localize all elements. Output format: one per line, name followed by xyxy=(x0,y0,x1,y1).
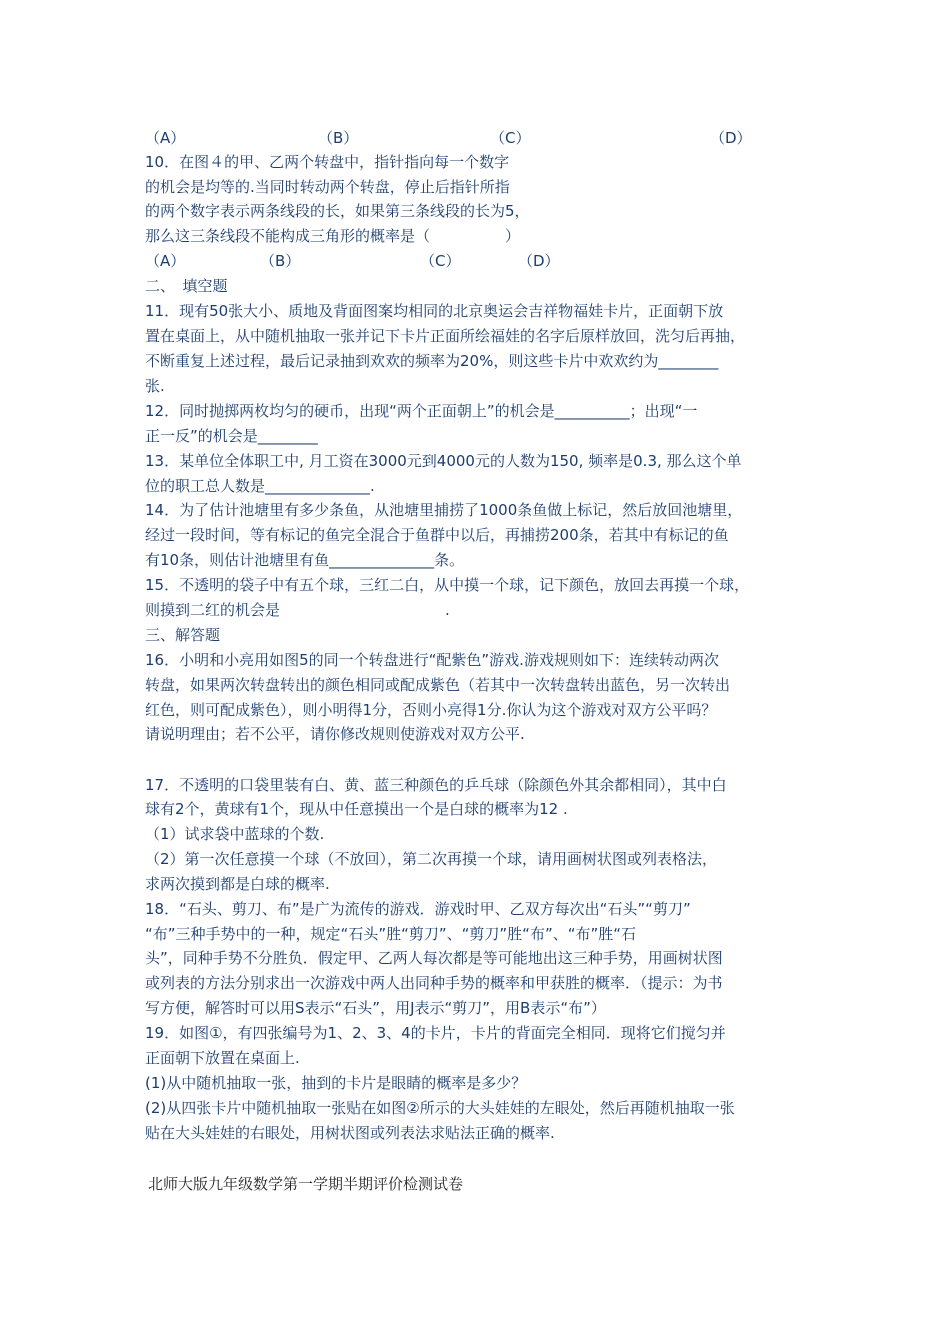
q16-line-2: 转盘，如果两次转盘转出的颜色相同或配成紫色（若其中一次转盘转出蓝色，另一次转出 xyxy=(145,676,731,694)
q15-line-2: 则摸到二红的机会是 . xyxy=(145,601,450,619)
q16-line-4: 请说明理由；若不公平，请你修改规则使游戏对双方公平. xyxy=(145,725,525,743)
q11-line-2: 置在桌面上，从中随机抽取一张并记下卡片正面所绘福娃的名字后原样放回，洗匀后再抽， xyxy=(145,327,746,345)
section-title-fill-in: 二、 填空题 xyxy=(145,277,228,295)
q16-line-1: 16．小明和小亮用如图5的同一个转盘进行“配紫色”游戏.游戏规则如下：连续转动两次 xyxy=(145,651,719,669)
q12-line-1: 12．同时抛掷两枚均匀的硬币，出现“两个正面朝上”的机会是__________；出现“一 xyxy=(145,402,698,420)
q15-line-1: 15．不透明的袋子中有五个球，三红二白，从中摸一个球，记下颜色，放回去再摸一个球， xyxy=(145,576,750,594)
q18-line-2: “布”三种手势中的一种，规定“石头”胜“剪刀”、“剪刀”胜“布”、“布”胜“石 xyxy=(145,925,637,943)
q17-line-2: 球有2个，黄球有1个，现从中任意摸出一个是白球的概率为12 . xyxy=(145,800,568,818)
option-c: （C） xyxy=(490,129,531,147)
q19-line-4: (2)从四张卡片中随机抽取一张贴在如图②所示的大头娃娃的左眼处，然后再随机抽取一张 xyxy=(145,1099,735,1117)
q17-line-3: （1）试求袋中蓝球的个数. xyxy=(145,825,325,843)
option-c: （C） xyxy=(420,252,461,270)
q18-line-5: 写方便，解答时可以用S表示“石头”，用J表示“剪刀”，用B表示“布”） xyxy=(145,999,606,1017)
q14-line-2: 经过一段时间，等有标记的鱼完全混合于鱼群中以后，再捕捞200条，若其中有标记的鱼 xyxy=(145,526,729,544)
q10-line-4: 那么这三条线段不能构成三角形的概率是（ ） xyxy=(145,227,521,245)
q10-line-3: 的两个数字表示两条线段的长，如果第三条线段的长为5， xyxy=(145,202,530,220)
q10-line-1: 10．在图４的甲、乙两个转盘中，指针指向每一个数字 xyxy=(145,153,510,171)
exam-title: 北师大版九年级数学第一学期半期评价检测试卷 xyxy=(148,1175,464,1193)
q17-line-1: 17．不透明的口袋里装有白、黄、蓝三种颜色的乒乓球（除颜色外其余都相同），其中白 xyxy=(145,776,727,794)
option-d: （D） xyxy=(710,129,752,147)
q19-line-3: (1)从中随机抽取一张，抽到的卡片是眼睛的概率是多少？ xyxy=(145,1074,527,1092)
q13-line-2: 位的职工总人数是______________. xyxy=(145,477,375,495)
q11-line-4: 张. xyxy=(145,377,165,395)
q17-line-4: （2）第一次任意摸一个球（不放回），第二次再摸一个球，请用画树状图或列表格法， xyxy=(145,850,718,868)
q17-line-5: 求两次摸到都是白球的概率. xyxy=(145,875,330,893)
q11-line-3: 不断重复上述过程，最后记录抽到欢欢的频率为20%，则这些卡片中欢欢约为________ xyxy=(145,352,719,370)
q13-line-1: 13．某单位全体职工中, 月工资在3000元到4000元的人数为150, 频率是0.3, 那么这个单 xyxy=(145,452,742,470)
q18-line-4: 或列表的方法分别求出一次游戏中两人出同种手势的概率和甲获胜的概率．（提示：为书 xyxy=(145,974,723,992)
q19-line-1: 19．如图①，有四张编号为1、2、3、4的卡片，卡片的背面完全相同．现将它们搅匀并 xyxy=(145,1024,726,1042)
option-a: （A） xyxy=(145,252,186,270)
section-title-solve: 三、解答题 xyxy=(145,626,221,644)
q19-line-5: 贴在大头娃娃的右眼处，用树状图或列表法求贴法正确的概率. xyxy=(145,1124,555,1142)
q16-line-3: 红色，则可配成紫色），则小明得1分，否则小亮得1分.你认为这个游戏对双方公平吗？ xyxy=(145,701,717,719)
q18-line-1: 18．“石头、剪刀、布”是广为流传的游戏．游戏时甲、乙双方每次出“石头”“剪刀” xyxy=(145,900,691,918)
q11-line-1: 11．现有50张大小、质地及背面图案均相同的北京奥运会吉祥物福娃卡片，正面朝下放 xyxy=(145,302,724,320)
option-b: （B） xyxy=(318,129,359,147)
q10-line-2: 的机会是均等的.当同时转动两个转盘，停止后指针所指 xyxy=(145,178,510,196)
q18-line-3: 头”，同种手势不分胜负．假定甲、乙两人每次都是等可能地出这三种手势，用画树状图 xyxy=(145,949,723,967)
option-b: （B） xyxy=(260,252,301,270)
q19-line-2: 正面朝下放置在桌面上. xyxy=(145,1049,300,1067)
q12-line-2: 正一反”的机会是________ xyxy=(145,427,318,445)
option-a: （A） xyxy=(145,129,186,147)
q14-line-3: 有10条，则估计池塘里有鱼______________条。 xyxy=(145,551,465,569)
q14-line-1: 14．为了估计池塘里有多少条鱼，从池塘里捕捞了1000条鱼做上标记，然后放回池塘里， xyxy=(145,501,743,519)
option-d: （D） xyxy=(518,252,560,270)
